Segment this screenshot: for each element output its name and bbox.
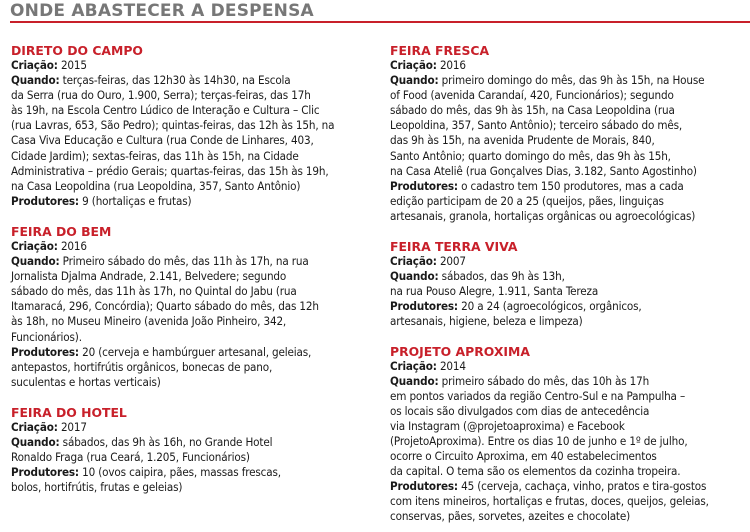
info-line — [11, 465, 372, 480]
field-text: Funcionários). — [11, 329, 82, 344]
info-line — [390, 88, 740, 103]
info-line — [390, 314, 740, 329]
field-text: of Food (avenida Carandaí, 420, Funcionários); segundo — [390, 88, 674, 103]
field-text: Itamaracá, 296, Concórdia); Quarto sábado do mês, das 12h — [11, 299, 319, 314]
page-title: ONDE ABASTECER A DESPENSA — [10, 1, 314, 21]
field-label: Produtores: — [11, 465, 79, 480]
field-text: 10 (ovos caipira, pães, massas frescas, — [78, 465, 281, 480]
info-line — [11, 450, 372, 465]
info-line — [390, 254, 740, 269]
field-text: 20 a 24 (agroecológicos, orgânicos, — [457, 299, 642, 314]
info-line — [390, 389, 740, 404]
field-label: Quando: — [11, 434, 60, 449]
info-line — [390, 58, 740, 73]
field-label: Criação: — [11, 238, 58, 253]
section-feira-fresca — [390, 43, 740, 224]
info-line — [390, 73, 740, 88]
infobox-header — [10, 0, 750, 24]
section-feira-do-hotel — [11, 405, 372, 495]
field-label: Quando: — [390, 373, 439, 388]
field-label: Produtores: — [11, 193, 79, 208]
info-line — [11, 269, 372, 284]
info-line — [11, 480, 372, 495]
field-label: Quando: — [11, 254, 60, 269]
info-line — [390, 269, 740, 284]
field-text: Santo Antônio; quarto domingo do mês, das 9h às 15h, — [390, 148, 671, 163]
section-projeto-aproxima — [390, 344, 740, 525]
info-line — [390, 449, 740, 464]
field-text: primeiro sábado do mês, das 10h às 17h — [438, 373, 650, 388]
info-line — [11, 239, 372, 254]
field-label: Quando: — [390, 269, 439, 284]
field-text: Jornalista Djalma Andrade, 2.141, Belvedere; segundo — [11, 269, 287, 284]
info-line — [11, 435, 372, 450]
field-label: Produtores: — [390, 178, 458, 193]
field-label: Criação: — [11, 419, 58, 434]
info-line — [11, 133, 372, 148]
info-line — [11, 284, 372, 299]
field-text: sábado do mês, das 9h às 15h, na Casa Leopoldina (rua — [390, 103, 675, 118]
field-label: Produtores: — [390, 479, 458, 494]
info-line — [11, 73, 372, 88]
field-text: 9 (hortaliças e frutas) — [78, 193, 192, 208]
field-label: Criação: — [390, 358, 437, 373]
field-text: sábados, das 9h às 13h, — [438, 269, 565, 284]
field-text: artesanais, higiene, beleza e limpeza) — [390, 314, 583, 329]
field-text: 45 (cerveja, cachaça, vinho, pratos e tira-gostos — [457, 479, 707, 494]
info-line — [390, 164, 740, 179]
info-line — [11, 254, 372, 269]
info-line — [11, 179, 372, 194]
field-text: (rua Lavras, 653, São Pedro); quintas-feiras, das 12h às 15h, na — [11, 118, 335, 133]
section-title: FEIRA DO BEM — [11, 223, 112, 239]
left-column — [11, 43, 372, 495]
field-text: Casa Viva Educação e Cultura (rua Conde de Linhares, 403, — [11, 133, 314, 148]
section-title: FEIRA FRESCA — [390, 43, 490, 58]
info-line — [390, 179, 740, 194]
field-text: primeiro domingo do mês, das 9h às 15h, na House — [438, 73, 705, 88]
info-line — [390, 194, 740, 209]
info-line — [390, 479, 740, 494]
info-line — [11, 345, 372, 360]
info-line — [11, 194, 372, 209]
section-title: PROJETO APROXIMA — [390, 343, 530, 359]
info-line — [390, 299, 740, 314]
field-text: às 19h, na Escola Centro Lúdico de Interação e Cultura – Clic — [11, 103, 320, 118]
field-text: 20 (cerveja e hambúrguer artesanal, geleias, — [78, 344, 312, 359]
field-text: 2017 — [57, 419, 87, 434]
field-text: terças-feiras, das 12h30 às 14h30, na Escola — [59, 73, 291, 88]
section-title: FEIRA DO HOTEL — [11, 404, 127, 420]
field-text: com itens mineiros, hortaliças e frutas, doces, queijos, geleias, — [390, 494, 709, 509]
field-text: às 18h, no Museu Mineiro (avenida João Pinheiro, 342, — [11, 314, 287, 329]
info-line — [11, 118, 372, 133]
field-text: na Casa Leopoldina (rua Leopoldina, 357, Santo Antônio) — [11, 178, 301, 193]
info-line — [11, 299, 372, 314]
title-rule — [10, 21, 750, 23]
info-line — [390, 464, 740, 479]
info-line — [390, 149, 740, 164]
field-text: Cidade Jardim); sextas-feiras, das 11h às 15h, na Cidade — [11, 148, 299, 163]
right-column — [390, 43, 740, 525]
field-text: (ProjetoAproxima). Entre os dias 10 de junho e 1º de julho, — [390, 433, 688, 448]
field-label: Produtores: — [390, 299, 458, 314]
section-title: DIRETO DO CAMPO — [11, 43, 143, 58]
field-text: 2016 — [57, 238, 87, 253]
field-text: Ronaldo Fraga (rua Ceará, 1.205, Funcionários) — [11, 450, 250, 465]
info-line — [390, 419, 740, 434]
field-text: 2016 — [436, 58, 466, 72]
section-feira-do-bem — [11, 224, 372, 390]
field-label: Produtores: — [11, 344, 79, 359]
field-text: conservas, pães, sorvetes, azeites e chocolate) — [390, 509, 631, 524]
field-text: na Casa Ateliê (rua Gonçalves Dias, 3.182, Santo Agostinho) — [390, 163, 697, 178]
field-text: o cadastro tem 150 produtores, mas a cada — [457, 178, 684, 193]
field-text: os locais são divulgados com dias de antecedência — [390, 403, 650, 418]
field-text: das 9h às 15h, na avenida Prudente de Morais, 840, — [390, 133, 655, 148]
field-text: via Instagram (@projetoaproxima) e Facebook — [390, 418, 625, 433]
field-text: edição participam de 20 a 25 (queijos, pães, linguiças — [390, 193, 664, 208]
field-text: em pontos variados da região Centro-Sul e na Pampulha – — [390, 388, 686, 403]
field-text: Administrativa – prédio Gerais; quartas-feiras, das 15h às 19h, — [11, 163, 329, 178]
field-label: Quando: — [11, 73, 60, 88]
info-line — [11, 103, 372, 118]
info-line — [11, 375, 372, 390]
field-text: sábados, das 9h às 16h, no Grande Hotel — [59, 434, 273, 449]
info-line — [390, 404, 740, 419]
section-feira-terra-viva — [390, 239, 740, 329]
info-line — [390, 103, 740, 118]
info-line — [390, 434, 740, 449]
info-line — [11, 360, 372, 375]
field-text: 2007 — [436, 254, 466, 269]
info-line — [390, 284, 740, 299]
field-text: artesanais, granola, hortaliças orgânicas ou agroecológicas) — [390, 208, 696, 223]
info-line — [390, 359, 740, 374]
field-label: Criação: — [11, 58, 58, 72]
info-line — [390, 133, 740, 148]
info-line — [390, 494, 740, 509]
info-line — [11, 420, 372, 435]
info-line — [11, 314, 372, 329]
field-text: Primeiro sábado do mês, das 11h às 17h, na rua — [59, 254, 309, 269]
field-text: sábado do mês, das 11h às 17h, no Quintal do Jabu (rua — [11, 284, 297, 299]
field-text: suculentas e hortas verticais) — [11, 374, 161, 389]
info-line — [390, 374, 740, 389]
info-line — [390, 118, 740, 133]
field-text: da capital. O tema são os elementos da cozinha tropeira. — [390, 464, 681, 479]
field-label: Criação: — [390, 58, 437, 72]
field-text: antepastos, hortifrútis orgânicos, bonecas de pano, — [11, 359, 273, 374]
field-text: na rua Pouso Alegre, 1.911, Santa Tereza — [390, 284, 599, 299]
field-text: ocorre o Circuito Aproxima, em 40 estabelecimentos — [390, 449, 657, 464]
info-line — [11, 58, 372, 73]
info-line — [11, 330, 372, 345]
field-text: da Serra (rua do Ouro, 1.900, Serra); terças-feiras, das 17h — [11, 88, 311, 103]
info-line — [11, 149, 372, 164]
field-text: 2015 — [57, 58, 87, 72]
info-line — [11, 88, 372, 103]
field-label: Criação: — [390, 254, 437, 269]
field-text: Leopoldina, 357, Santo Antônio); terceiro sábado do mês, — [390, 118, 683, 133]
field-text: bolos, hortifrútis, frutas e geleias) — [11, 480, 183, 495]
section-title: FEIRA TERRA VIVA — [390, 239, 518, 255]
info-line — [11, 164, 372, 179]
info-line — [390, 509, 740, 524]
section-direto-do-campo — [11, 43, 372, 209]
info-line — [390, 209, 740, 224]
field-label: Quando: — [390, 73, 439, 88]
field-text: 2014 — [436, 358, 466, 373]
